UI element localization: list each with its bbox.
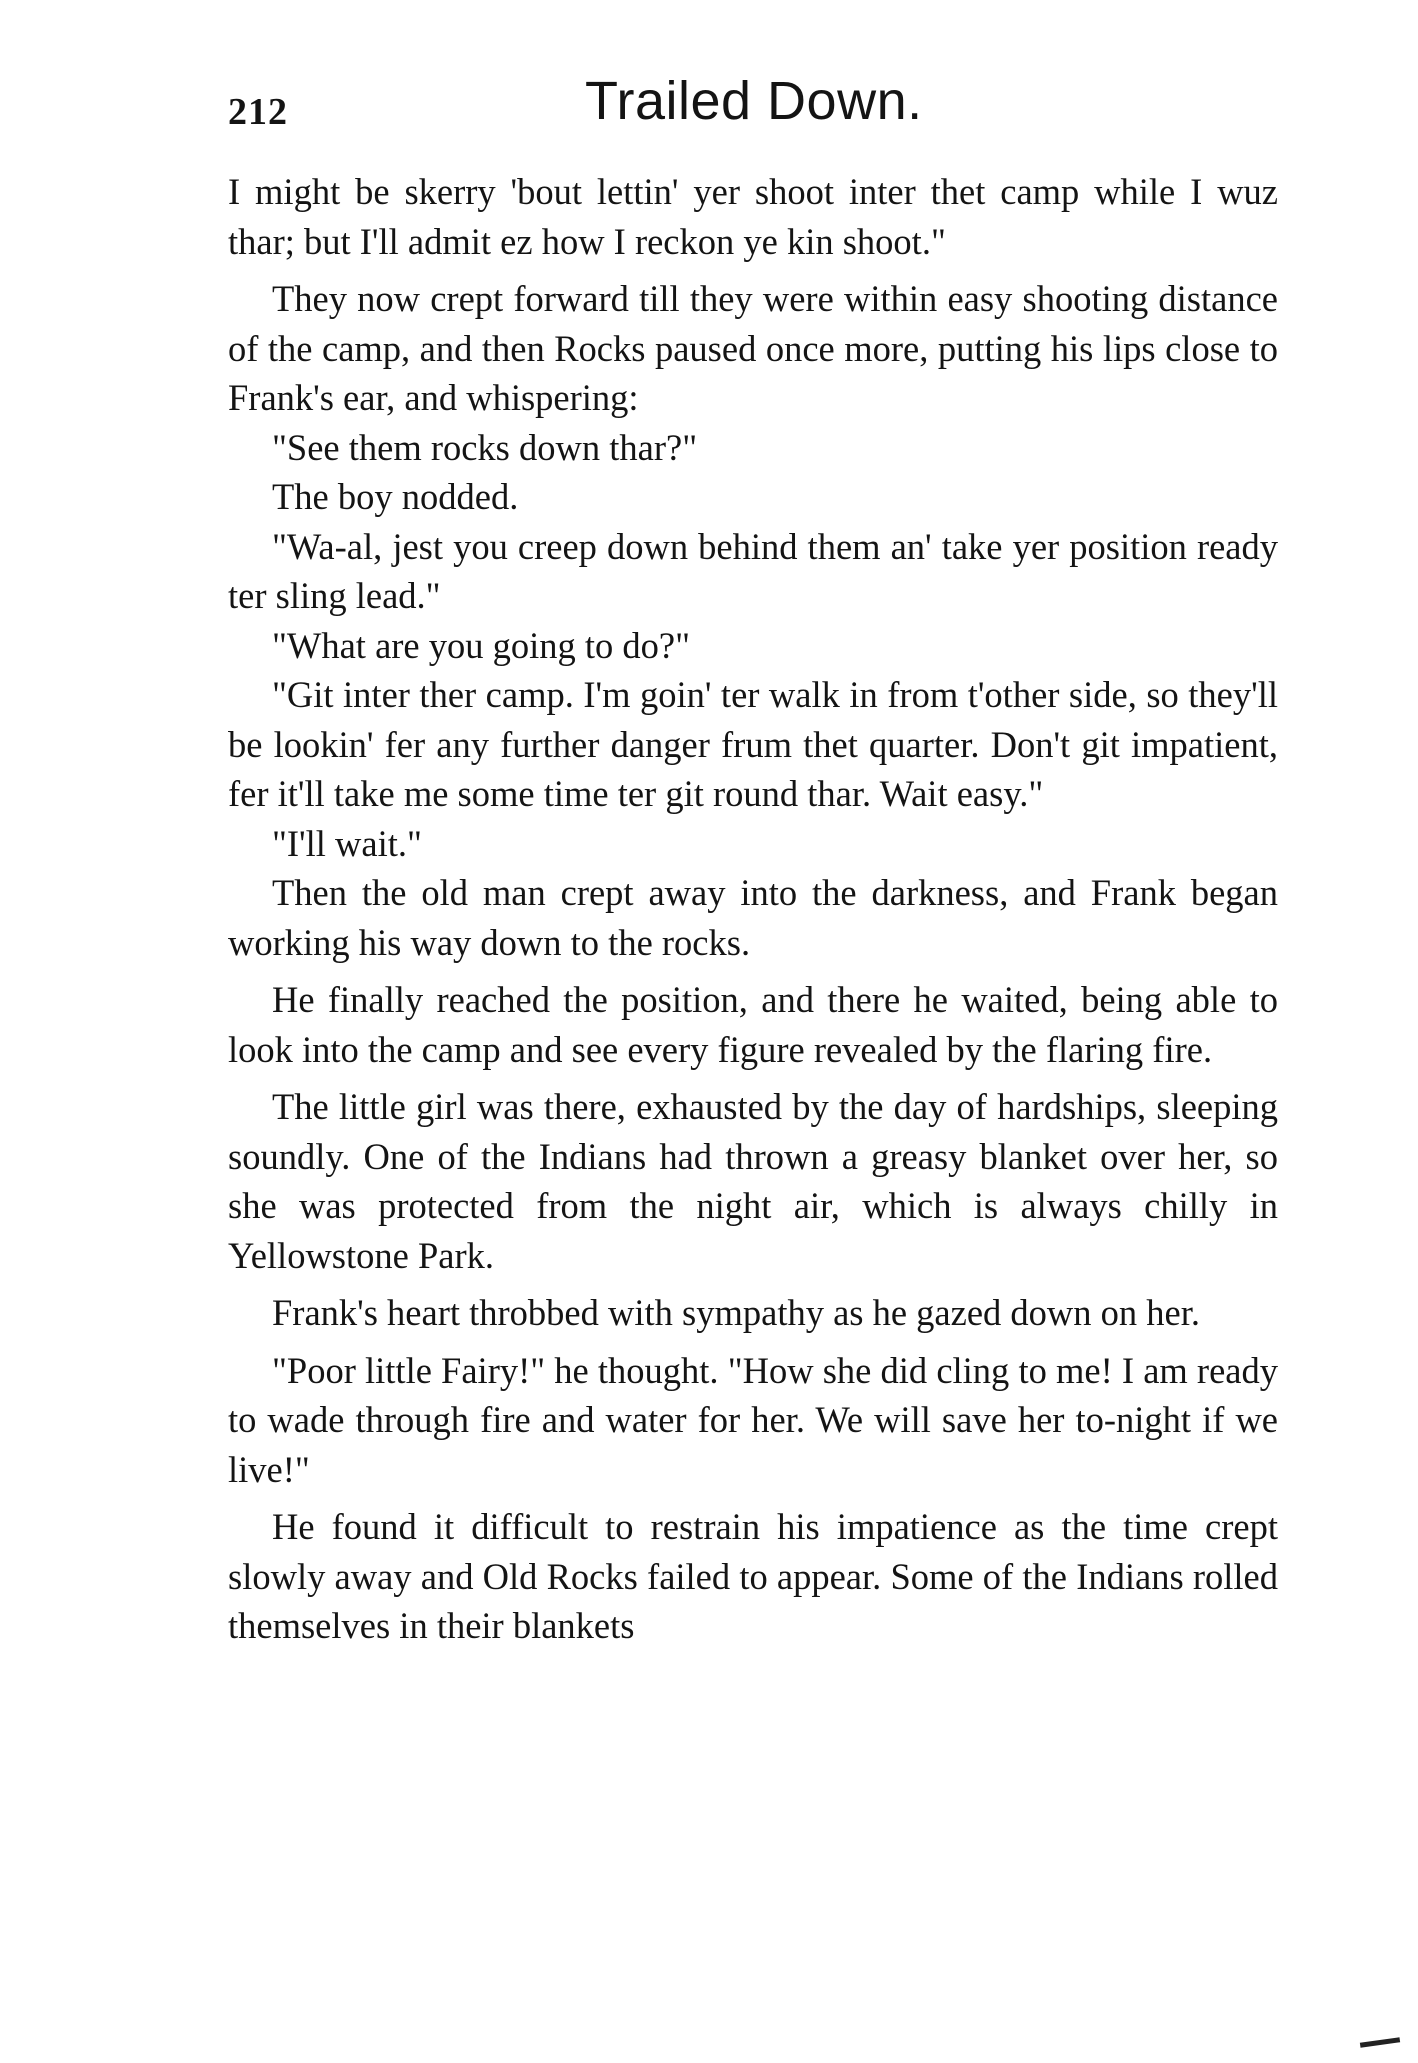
paragraph: I might be skerry 'bout lettin' yer shoot inter thet camp while I wuz thar; but I'll admit ez how I reckon ye kin shoot." (228, 171, 1278, 262)
running-title: Trailed Down. (585, 71, 923, 131)
paragraph: "I'll wait." (272, 822, 422, 864)
paragraph: "See them rocks down thar?" (272, 426, 698, 468)
paragraph: The little girl was there, exhausted by the day of hardships, sleeping soundly. One of the Indians had thrown a greasy blanket over her, so she was protected from the night air, which is always chilly in Yellowstone Park. (228, 1086, 1278, 1276)
paragraph: "Git inter ther camp. I'm goin' ter walk in from t'other side, so they'll be lookin' fer any further danger frum thet quarter. Don't git impatient, fer it'll take me some time ter git round thar. Wait easy." (228, 674, 1278, 814)
page-number: 212 (228, 91, 288, 133)
scan-corner-mark (1360, 2037, 1400, 2048)
paragraph: He found it difficult to restrain his impatience as the time crept slowly away and Old Rocks failed to appear. Some of the Indians rolled themselves in their blankets (228, 1506, 1278, 1646)
paragraph: Frank's heart throbbed with sympathy as he gazed down on her. (272, 1292, 1200, 1333)
paragraph: "Poor little Fairy!" he thought. "How she did cling to me! I am ready to wade through fire and water for her. We will save her to-night if we live!" (228, 1349, 1278, 1490)
paragraph: "Wa-al, jest you creep down behind them an' take yer position ready ter sling lead." (228, 525, 1278, 616)
paragraph: They now crept forward till they were within easy shooting distance of the camp, and then Rocks paused once more, putting his lips close to Frank's ear, and whispering: (228, 278, 1278, 418)
paragraph: The boy nodded. (272, 476, 519, 517)
body-text (228, 167, 1278, 1651)
paragraph: He finally reached the position, and there he waited, being able to look into the camp and see every figure revealed by the flaring fire. (228, 979, 1278, 1070)
paragraph: "What are you going to do?" (272, 624, 691, 666)
page-header (228, 70, 1278, 150)
paragraph: Then the old man crept away into the darkness, and Frank began working his way down to the rocks. (228, 872, 1278, 963)
